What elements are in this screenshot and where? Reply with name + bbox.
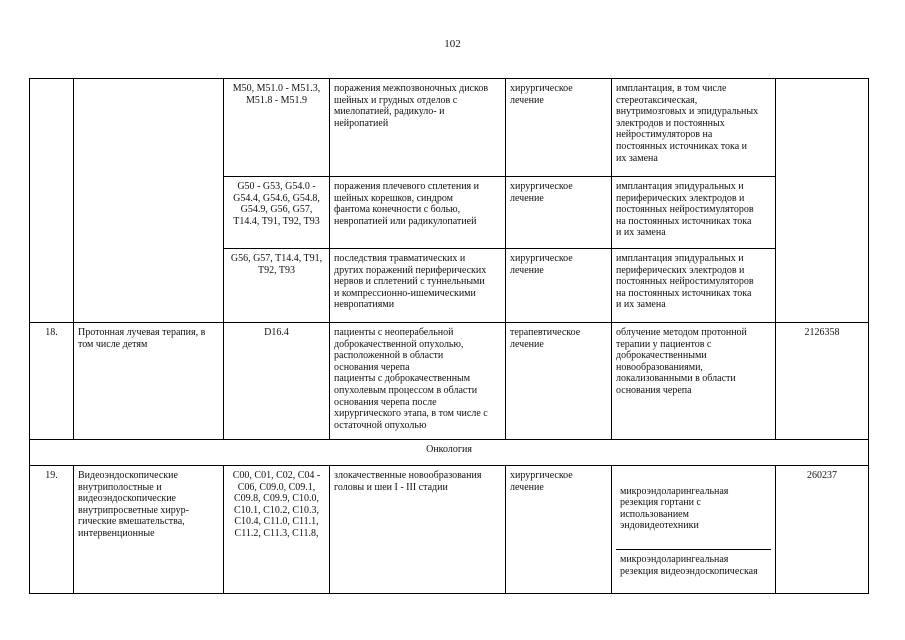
table-row — [30, 466, 869, 594]
procedures-table — [29, 78, 869, 594]
method-cell: облучение методом протонной терапии у пациентов с доброкачественными новообразованиями, локализованными в области основания черепа — [612, 323, 776, 440]
table-row — [30, 79, 869, 177]
codes-cell: C00, C01, C02, C04 - C06, C09.0, C09.1, C09.8, C09.9, C10.0, C10.1, C10.2, C10.3, C10.4, C11.0, C11.1, C11.2, C11.3, C11.8, — [224, 466, 330, 594]
codes-cell: M50, M51.0 - M51.3, M51.8 - M51.9 — [224, 79, 330, 177]
model-cell: пациенты с неоперабельной доброкачественной опухолью, расположенной в области основания черепа пациенты с доброкачественным опухолевым процессом в области основания черепа после хирургического этапа, в том числе с остаточной опухолью — [330, 323, 506, 440]
method-option: микроэндоларингеальная резекция гортани с использованием эндовидеотехники — [620, 485, 729, 532]
model-cell: поражения межпозвоночных дисков шейных и грудных отделов с миелопатией, радикуло- и нейропатией — [330, 79, 506, 177]
cost-cell: 260237 — [776, 466, 869, 594]
codes-cell: G50 - G53, G54.0 - G54.4, G54.6, G54.8, G54.9, G56, G57, T14.4, T91, T92, T93 — [224, 177, 330, 249]
model-cell: последствия травматических и других поражений периферических нервов и сплетений с туннельными и компрессионно-ишемическими невропатиями — [330, 249, 506, 323]
method-cell: имплантация, в том числе стереотаксическая, внутримозговых и эпидуральных электродов и постоянных нейростимуляторов на постоянных источниках тока и их замена — [612, 79, 776, 177]
name-cell: Протонная лучевая терапия, в том числе детям — [74, 323, 224, 440]
treatment-type-cell: хирургическое лечение — [506, 249, 612, 323]
section-heading: Онкология — [30, 440, 869, 466]
codes-cell: D16.4 — [224, 323, 330, 440]
number-cell — [30, 79, 74, 323]
cost-cell — [776, 79, 869, 323]
section-row — [30, 440, 869, 466]
method-cell: имплантация эпидуральных и периферических электродов и постоянных нейростимуляторов на постоянных источниках тока и их замена — [612, 177, 776, 249]
cost-cell: 2126358 — [776, 323, 869, 440]
method-cell — [612, 466, 776, 594]
treatment-type-cell: терапевтическое лечение — [506, 323, 612, 440]
page-number: 102 — [444, 38, 461, 50]
number-cell: 19. — [30, 466, 74, 594]
treatment-type-cell: хирургическое лечение — [506, 79, 612, 177]
treatment-type-cell: хирургическое лечение — [506, 177, 612, 249]
number-cell: 18. — [30, 323, 74, 440]
treatment-type-cell: хирургическое лечение — [506, 466, 612, 594]
model-cell: поражения плечевого сплетения и шейных корешков, синдром фантома конечности с болью, невропатией или радикулопатией — [330, 177, 506, 249]
method-cell: имплантация эпидуральных и периферических электродов и постоянных нейростимуляторов на постоянных источниках тока и их замена — [612, 249, 776, 323]
name-cell: Видеоэндоскопические внутриполостные и видеоэндоскопические внутрипросветные хирур- гические вмешательства, интервенционные — [74, 466, 224, 594]
table-row — [30, 323, 869, 440]
codes-cell: G56, G57, T14.4, T91, T92, T93 — [224, 249, 330, 323]
model-cell: злокачественные новообразования головы и шеи I - III стадии — [330, 466, 506, 594]
name-cell — [74, 79, 224, 323]
method-option: микроэндоларингеальная резекция видеоэндоскопическая — [616, 549, 771, 581]
